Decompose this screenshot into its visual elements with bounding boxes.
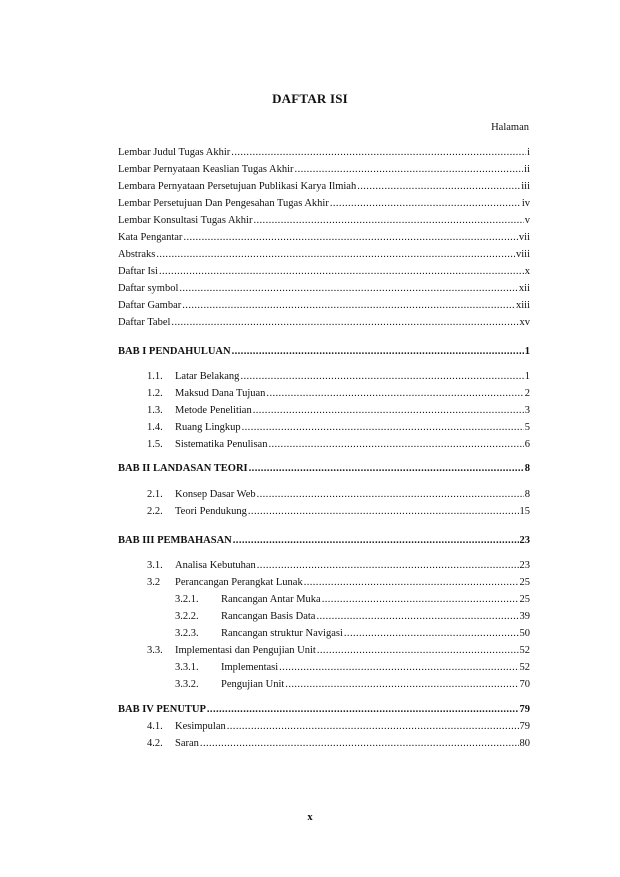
section-number: 2.1. — [147, 489, 163, 500]
section-page: 23 — [519, 560, 530, 571]
leader-dots — [253, 213, 523, 229]
section-text: Kesimpulan — [175, 721, 226, 732]
toc-entry-front-9[interactable] — [118, 281, 530, 297]
section-number: 3.3.2. — [175, 679, 199, 690]
leader-dots — [248, 504, 519, 520]
toc-chapter-title: BAB I PENDAHULUAN — [118, 346, 231, 357]
section-text: Konsep Dasar Web — [175, 489, 256, 500]
leader-dots — [233, 533, 519, 549]
section-text: Pengujian Unit — [221, 679, 285, 690]
section-page: 5 — [524, 422, 530, 433]
section-page: 2 — [524, 388, 530, 399]
section-page: 8 — [524, 489, 530, 500]
section-text: Teori Pendukung — [175, 506, 247, 517]
toc-entry-text: Daftar symbol — [118, 283, 179, 294]
section-page: 39 — [519, 611, 530, 622]
toc-section-3-2[interactable] — [147, 575, 530, 591]
toc-chapter-page: 8 — [524, 463, 530, 474]
section-text: Rancangan Antar Muka — [221, 594, 321, 605]
leader-dots — [227, 719, 519, 735]
toc-section-4-1[interactable] — [147, 719, 530, 735]
toc-entry-text: Daftar Tabel — [118, 317, 171, 328]
toc-chapter-page: 1 — [524, 346, 530, 357]
section-page: 52 — [519, 645, 530, 656]
leader-dots — [295, 162, 524, 178]
section-text: Metode Penelitian — [175, 405, 252, 416]
toc-chapter-4[interactable] — [118, 702, 530, 718]
leader-dots — [207, 702, 519, 718]
section-text: Perancangan Perangkat Lunak — [175, 577, 303, 588]
leader-dots — [330, 196, 521, 212]
toc-entry-page: x — [524, 266, 530, 277]
leader-dots — [304, 575, 519, 591]
toc-entry-front-10[interactable] — [118, 298, 530, 314]
toc-entry-text: Kata Pengantar — [118, 232, 183, 243]
leader-dots — [156, 247, 515, 263]
toc-chapter-page: 23 — [519, 535, 530, 546]
page-column-label: Halaman — [491, 122, 529, 133]
section-page: 50 — [519, 628, 530, 639]
section-number: 3.2.1. — [175, 594, 199, 605]
toc-section-4-2[interactable] — [147, 736, 530, 752]
leader-dots — [268, 437, 523, 453]
toc-entry-page: viii — [515, 249, 530, 260]
toc-chapter-title: BAB III PEMBAHASAN — [118, 535, 232, 546]
toc-entry-text: Daftar Gambar — [118, 300, 182, 311]
section-text: Analisa Kebutuhan — [175, 560, 256, 571]
toc-entry-front-6[interactable] — [118, 230, 530, 246]
toc-section-3-3[interactable] — [147, 643, 530, 659]
toc-chapter-2[interactable] — [118, 461, 530, 477]
leader-dots — [253, 403, 524, 419]
toc-entry-page: ii — [524, 164, 530, 175]
leader-dots — [171, 315, 518, 331]
section-page: 3 — [524, 405, 530, 416]
section-number: 3.3.1. — [175, 662, 199, 673]
toc-entry-front-1[interactable] — [118, 145, 530, 161]
toc-chapter-title: BAB IV PENUTUP — [118, 704, 206, 715]
toc-entry-text: Lembar Pernyataan Keaslian Tugas Akhir — [118, 164, 294, 175]
section-text: Latar Belakang — [175, 371, 240, 382]
toc-entry-front-8[interactable] — [118, 264, 530, 280]
page-number-footer: x — [307, 812, 313, 823]
toc-subsection-3-2-2[interactable] — [175, 609, 530, 625]
section-text: Saran — [175, 738, 199, 749]
section-number: 1.1. — [147, 371, 163, 382]
toc-chapter-3[interactable] — [118, 533, 530, 549]
toc-entry-text: Lembar Konsultasi Tugas Akhir — [118, 215, 253, 226]
toc-subsection-3-2-3[interactable] — [175, 626, 530, 642]
section-number: 3.2.3. — [175, 628, 199, 639]
toc-entry-front-4[interactable] — [118, 196, 530, 212]
section-text: Implementasi — [221, 662, 279, 673]
toc-section-2-1[interactable] — [147, 487, 530, 503]
section-text: Sistematika Penulisan — [175, 439, 268, 450]
toc-section-1-4[interactable] — [147, 420, 530, 436]
leader-dots — [322, 592, 519, 608]
section-page: 6 — [524, 439, 530, 450]
toc-section-1-5[interactable] — [147, 437, 530, 453]
leader-dots — [231, 145, 526, 161]
section-number: 3.1. — [147, 560, 163, 571]
section-number: 1.3. — [147, 405, 163, 416]
section-text: Rancangan struktur Navigasi — [221, 628, 343, 639]
section-number: 2.2. — [147, 506, 163, 517]
section-page: 79 — [519, 721, 530, 732]
leader-dots — [279, 660, 518, 676]
toc-entry-page: iii — [521, 181, 530, 192]
leader-dots — [183, 230, 517, 246]
section-text: Maksud Dana Tujuan — [175, 388, 266, 399]
leader-dots — [242, 420, 524, 436]
leader-dots — [317, 643, 519, 659]
section-number: 4.2. — [147, 738, 163, 749]
section-page: 25 — [519, 594, 530, 605]
section-number: 1.5. — [147, 439, 163, 450]
leader-dots — [240, 369, 523, 385]
section-number: 3.2.2. — [175, 611, 199, 622]
toc-entry-front-5[interactable] — [118, 213, 530, 229]
toc-section-2-2[interactable] — [147, 504, 530, 520]
toc-subsection-3-3-2[interactable] — [175, 677, 530, 693]
leader-dots — [316, 609, 518, 625]
toc-entry-page: v — [524, 215, 530, 226]
leader-dots — [285, 677, 518, 693]
section-page: 52 — [519, 662, 530, 673]
leader-dots — [232, 344, 524, 360]
toc-entry-page: xv — [519, 317, 530, 328]
toc-section-1-3[interactable] — [147, 403, 530, 419]
leader-dots — [257, 487, 524, 503]
toc-section-1-1[interactable] — [147, 369, 530, 385]
section-text: Rancangan Basis Data — [221, 611, 316, 622]
leader-dots — [159, 264, 524, 280]
toc-entry-front-7[interactable] — [118, 247, 530, 263]
toc-entry-front-11[interactable] — [118, 315, 530, 331]
section-page: 25 — [519, 577, 530, 588]
section-number: 1.4. — [147, 422, 163, 433]
toc-entry-page: i — [527, 147, 530, 158]
section-number: 3.3. — [147, 645, 163, 656]
toc-entry-page: iv — [521, 198, 530, 209]
leader-dots — [182, 298, 515, 314]
page-title: DAFTAR ISI — [272, 91, 348, 106]
leader-dots — [266, 386, 523, 402]
section-number: 3.2 — [147, 577, 161, 588]
leader-dots — [344, 626, 519, 642]
section-text: Ruang Lingkup — [175, 422, 241, 433]
toc-entry-text: Lembar Judul Tugas Akhir — [118, 147, 231, 158]
leader-dots — [179, 281, 518, 297]
leader-dots — [249, 461, 524, 477]
toc-entry-text: Abstraks — [118, 249, 156, 260]
toc-entry-page: xii — [518, 283, 530, 294]
toc-section-3-1[interactable] — [147, 558, 530, 574]
toc-entry-front-2[interactable] — [118, 162, 530, 178]
section-number: 4.1. — [147, 721, 163, 732]
toc-subsection-3-3-1[interactable] — [175, 660, 530, 676]
section-number: 1.2. — [147, 388, 163, 399]
section-text: Implementasi dan Pengujian Unit — [175, 645, 316, 656]
section-page: 80 — [519, 738, 530, 749]
toc-entry-front-3[interactable] — [118, 179, 530, 195]
leader-dots — [357, 179, 520, 195]
leader-dots — [257, 558, 519, 574]
leader-dots — [200, 736, 519, 752]
toc-chapter-page: 79 — [519, 704, 530, 715]
toc-entry-page: xiii — [515, 300, 530, 311]
toc-entry-text: Lembara Pernyataan Persetujuan Publikasi Karya Ilmiah — [118, 181, 357, 192]
toc-entry-text: Daftar Isi — [118, 266, 158, 277]
section-page: 70 — [519, 679, 530, 690]
toc-section-1-2[interactable] — [147, 386, 530, 402]
toc-subsection-3-2-1[interactable] — [175, 592, 530, 608]
toc-chapter-1[interactable] — [118, 344, 530, 360]
toc-entry-text: Lembar Persetujuan Dan Pengesahan Tugas Akhir — [118, 198, 329, 209]
section-page: 1 — [524, 371, 530, 382]
section-page: 15 — [519, 506, 530, 517]
toc-chapter-title: BAB II LANDASAN TEORI — [118, 463, 248, 474]
toc-entry-page: vii — [518, 232, 530, 243]
